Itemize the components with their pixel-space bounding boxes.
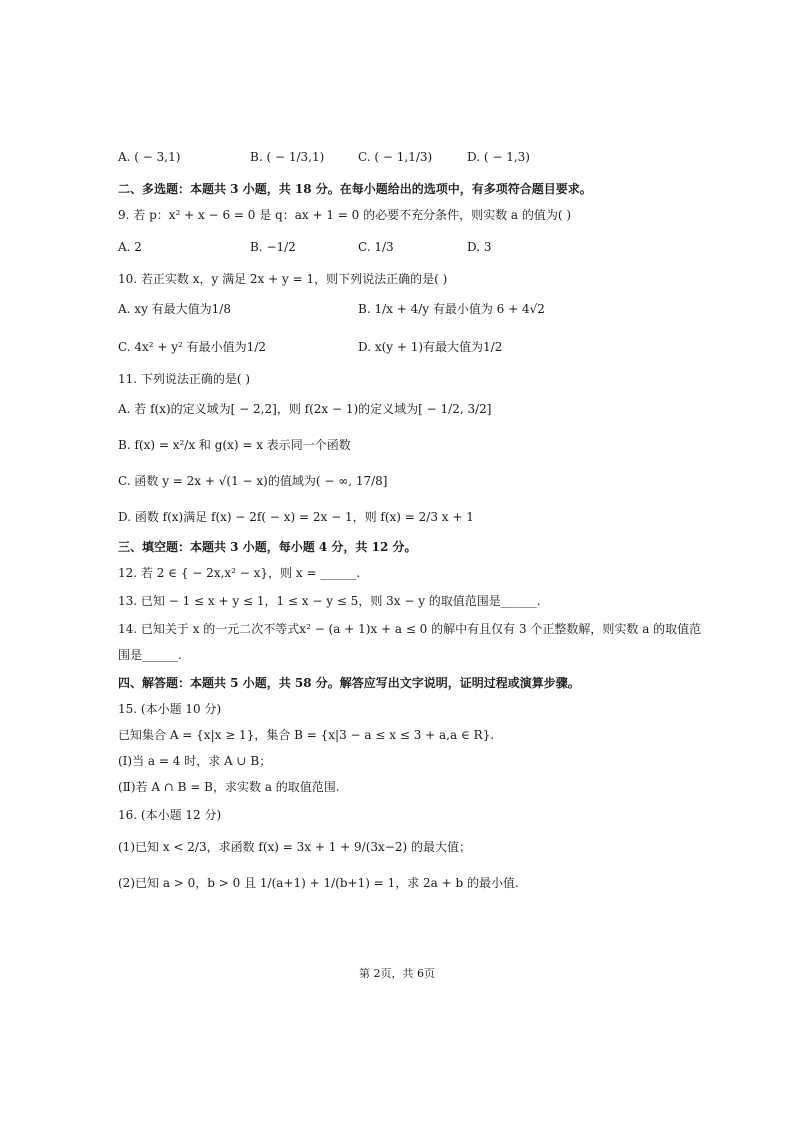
q15-title: 15. (本小题 10 分)	[118, 702, 222, 716]
q16-title: 16. (本小题 12 分)	[118, 808, 222, 822]
q10-stem: 10. 若正实数 x，y 满足 2x + y = 1，则下列说法正确的是( )	[118, 272, 448, 286]
q16-part1: (1)已知 x < 2/3，求函数 f(x) = 3x + 1 + 9/(3x−2) 的最大值；	[118, 840, 471, 854]
q15-part1: (Ⅰ)当 a = 4 时，求 A ∪ B；	[118, 754, 272, 768]
q10-option-b: B. 1/x + 4/y 有最小值为 6 + 4√2	[358, 302, 545, 316]
q11-stem: 11. 下列说法正确的是( )	[118, 372, 251, 386]
q10-option-c: C. 4x² + y² 有最小值为1/2	[118, 340, 266, 354]
q11-option-d: D. 函数 f(x)满足 f(x) − 2f( − x) = 2x − 1，则 f(x) = 2/3 x + 1	[118, 510, 474, 524]
page-footer: 第 2页，共 6页	[359, 967, 435, 980]
q9-option-b: B. −1/2	[250, 240, 296, 254]
q10-option-d: D. x(y + 1)有最大值为1/2	[358, 340, 503, 354]
q9-option-c: C. 1/3	[358, 240, 394, 254]
q9-option-a: A. 2	[118, 240, 142, 254]
section4-heading: 四、解答题：本题共 5 小题，共 58 分。解答应写出文字说明，证明过程或演算步骤。	[118, 676, 580, 690]
q8-option-a: A. ( − 3,1)	[118, 150, 181, 164]
q11-option-b: B. f(x) = x²/x 和 g(x) = x 表示同一个函数	[118, 438, 351, 452]
section3-heading: 三、填空题：本题共 3 小题，每小题 4 分，共 12 分。	[118, 540, 417, 554]
q11-option-c: C. 函数 y = 2x + √(1 − x)的值域为( − ∞, 17/8]	[118, 474, 388, 488]
section2-heading: 二、多选题：本题共 3 小题，共 18 分。在每小题给出的选项中，有多项符合题目要求。	[118, 182, 592, 196]
q14-line1: 14. 已知关于 x 的一元二次不等式x² − (a + 1)x + a ≤ 0 的解中有且仅有 3 个正整数解，则实数 a 的取值范	[118, 622, 702, 636]
q8-option-b: B. ( − 1/3,1)	[250, 150, 325, 164]
q15-part2: (Ⅱ)若 A ∩ B = B，求实数 a 的取值范围.	[118, 780, 340, 794]
q13: 13. 已知 − 1 ≤ x + y ≤ 1，1 ≤ x − y ≤ 5，则 3x − y 的取值范围是______.	[118, 594, 541, 608]
q11-option-a: A. 若 f(x)的定义域为[ − 2,2]，则 f(2x − 1)的定义域为[ − 1/2, 3/2]	[118, 402, 492, 416]
q14-line2: 围是______.	[118, 648, 182, 662]
q16-part2: (2)已知 a > 0，b > 0 且 1/(a+1) + 1/(b+1) = 1，求 2a + b 的最小值.	[118, 876, 519, 890]
q15-given: 已知集合 A = {x|x ≥ 1}，集合 B = {x|3 − a ≤ x ≤ 3 + a,a ∈ R}.	[118, 728, 495, 742]
q12: 12. 若 2 ∈ { − 2x,x² − x}，则 x = ______.	[118, 566, 361, 580]
q10-option-a: A. xy 有最大值为1/8	[118, 302, 231, 316]
q9-option-d: D. 3	[467, 240, 492, 254]
q8-option-d: D. ( − 1,3)	[467, 150, 530, 164]
q8-option-c: C. ( − 1,1/3)	[358, 150, 433, 164]
q9-stem: 9. 若 p：x² + x − 6 = 0 是 q：ax + 1 = 0 的必要不充分条件，则实数 a 的值为( )	[118, 208, 572, 222]
